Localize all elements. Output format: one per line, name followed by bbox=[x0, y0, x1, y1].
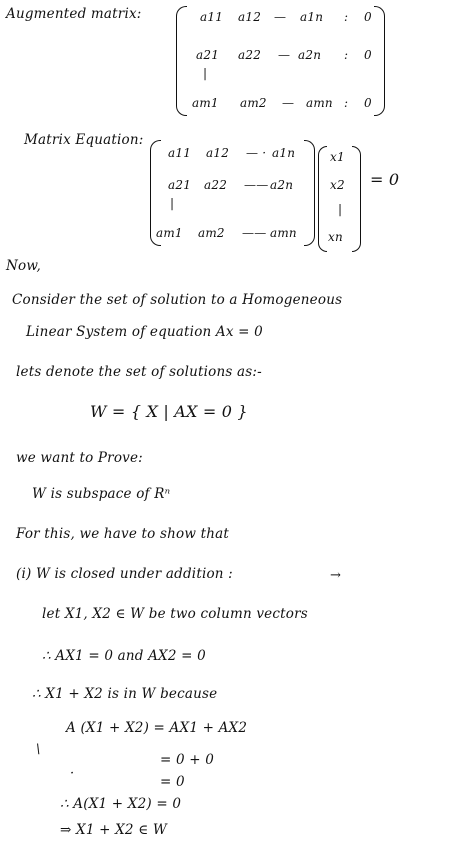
line-subspace-claim: W is subspace of Rⁿ bbox=[32, 486, 171, 502]
augmented-r4c1: am1 bbox=[192, 96, 219, 110]
augmented-left-bracket bbox=[176, 6, 187, 116]
augmented-r1c5: : bbox=[344, 10, 349, 24]
line-for-this: For this, we have to show that bbox=[16, 526, 229, 542]
augmented-r1c2: a12 bbox=[238, 10, 262, 24]
equation-r2c1: a21 bbox=[168, 178, 192, 192]
equation-r4c2: am2 bbox=[198, 226, 225, 240]
line-x1-plus-x2-in-w: ∴ X1 + X2 is in W because bbox=[32, 686, 218, 702]
line-linear-system: Linear System of equation Ax = 0 bbox=[26, 324, 263, 340]
augmented-r2c6: 0 bbox=[364, 48, 372, 62]
line-ax1-ax2: ∴ AX1 = 0 and AX2 = 0 bbox=[42, 648, 206, 664]
vector-x2: x2 bbox=[330, 178, 345, 192]
augmented-r2c4: a2n bbox=[298, 48, 322, 62]
augmented-right-bracket bbox=[374, 6, 385, 116]
augmented-r1c3: — bbox=[274, 10, 287, 24]
augmented-r1c6: 0 bbox=[364, 10, 372, 24]
augmented-r2c3: — bbox=[278, 48, 291, 62]
line-set-definition: W = { X | AX = 0 } bbox=[90, 402, 248, 421]
equation-r1c1: a11 bbox=[168, 146, 192, 160]
equation-r2c3: —— bbox=[244, 178, 269, 192]
line-want-to-prove: we want to Prove: bbox=[16, 450, 143, 466]
line-lets-denote: lets denote the set of solutions as:- bbox=[16, 364, 262, 380]
equation-r2c4: a2n bbox=[270, 178, 294, 192]
vector-ellipsis: | bbox=[338, 202, 343, 216]
line-closed-under-addition: (i) W is closed under addition : bbox=[16, 566, 233, 582]
augmented-r1c4: a1n bbox=[300, 10, 324, 24]
equation-r1c3: — · bbox=[246, 146, 267, 160]
line-a-x1-plus-x2: A (X1 + X2) = AX1 + AX2 bbox=[66, 720, 248, 736]
augmented-r4c5: : bbox=[344, 96, 349, 110]
augmented-r2c2: a22 bbox=[238, 48, 262, 62]
equation-equals-zero: = 0 bbox=[370, 170, 400, 189]
line-therefore-zero: ∴ A(X1 + X2) = 0 bbox=[60, 796, 182, 812]
augmented-r4c3: — bbox=[282, 96, 295, 110]
equation-r4c3: —— bbox=[242, 226, 267, 240]
equation-r4c4: amn bbox=[270, 226, 297, 240]
line-equals-zero: = 0 bbox=[160, 774, 185, 790]
pen-mark-left: \ bbox=[36, 742, 41, 757]
pen-dot: · bbox=[70, 766, 75, 781]
equation-right-bracket bbox=[304, 140, 315, 246]
vector-xn: xn bbox=[328, 230, 343, 244]
line-let-x1-x2: let X1, X2 ∈ W be two column vectors bbox=[42, 606, 308, 622]
vector-right-bracket bbox=[352, 146, 361, 252]
augmented-r2c5: : bbox=[344, 48, 349, 62]
line-implies-in-w: ⇒ X1 + X2 ∈ W bbox=[60, 822, 167, 838]
right-arrow-icon: → bbox=[330, 568, 341, 583]
augmented-r4c6: 0 bbox=[364, 96, 372, 110]
line-consider: Consider the set of solution to a Homogeneous bbox=[12, 292, 343, 308]
matrix-equation-label: Matrix Equation: bbox=[24, 132, 144, 148]
augmented-r1c1: a11 bbox=[200, 10, 224, 24]
vector-x1: x1 bbox=[330, 150, 345, 164]
augmented-r4c2: am2 bbox=[240, 96, 267, 110]
line-now: Now, bbox=[6, 258, 41, 274]
equation-r1c2: a12 bbox=[206, 146, 230, 160]
line-zero-plus-zero: = 0 + 0 bbox=[160, 752, 215, 768]
augmented-matrix-label: Augmented matrix: bbox=[6, 6, 142, 22]
augmented-r4c4: amn bbox=[306, 96, 333, 110]
equation-r2c2: a22 bbox=[204, 178, 228, 192]
vector-left-bracket bbox=[318, 146, 327, 252]
augmented-ellipsis: | bbox=[203, 66, 208, 80]
augmented-r2c1: a21 bbox=[196, 48, 220, 62]
equation-ellipsis: | bbox=[170, 196, 175, 210]
equation-r1c4: a1n bbox=[272, 146, 296, 160]
equation-r4c1: am1 bbox=[156, 226, 183, 240]
